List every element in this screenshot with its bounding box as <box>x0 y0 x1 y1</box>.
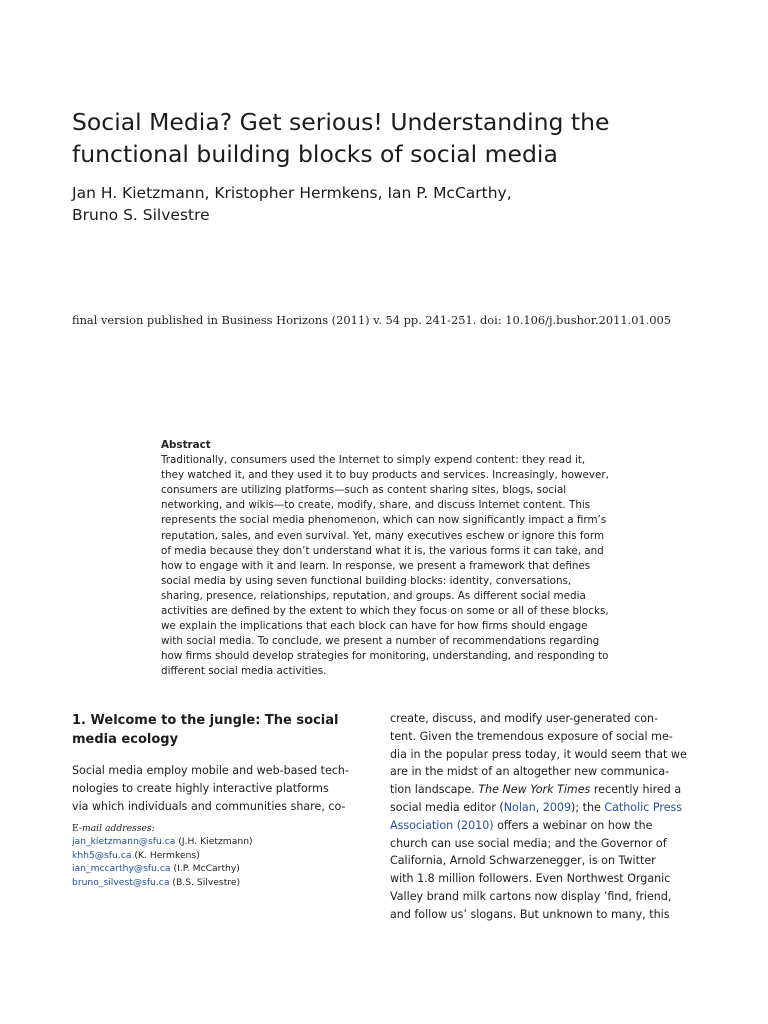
email-entry <box>72 835 372 848</box>
abstract-heading: Abstract <box>161 439 211 451</box>
body-line: Valley brand milk cartons now display ’find, friend, <box>390 889 672 903</box>
body-line: dia in the popular press today, it would seem that we <box>390 747 687 761</box>
abstract-line: they watched it, and they used it to buy products and services. Increasingly, however, <box>161 469 609 482</box>
section-heading <box>72 712 372 749</box>
abstract-line: reputation, sales, and even survival. Yet, many executives eschew or ignore this form <box>161 529 605 542</box>
citation-link-catholic-press[interactable]: Catholic Press <box>604 800 683 814</box>
citation-link-catholic-press-year[interactable]: Association (2010) <box>390 818 494 832</box>
email-owner: (J.H. Kietzmann) <box>175 836 253 848</box>
body-text: tion landscape. <box>390 783 479 797</box>
email-entry <box>72 876 372 889</box>
email-link[interactable]: ian_mccarthy@sfu.ca <box>72 863 171 875</box>
email-entry <box>72 849 372 862</box>
email-label-text: mail addresses: <box>81 823 155 834</box>
abstract-line: activities are defined by the extent to which they focus on some or all of these blocks, <box>161 605 609 618</box>
paper-title <box>72 106 712 170</box>
abstract-line: social media by using seven functional building blocks: identity, conversations, <box>161 574 572 587</box>
abstract-line: of media because they don’t understand what it is, the various forms it can take, and <box>161 544 604 557</box>
publication-citation: final version published in Business Horizons (2011) v. 54 pp. 241-251. doi: 10.106/j.bushor.2011.01.005 <box>72 313 672 327</box>
body-line: church can use social media; and the Governor of <box>390 836 667 850</box>
email-label <box>72 822 372 835</box>
abstract-line: sharing, presence, relationships, reputation, and groups. As different social media <box>161 589 586 602</box>
paper-title-line: Social Media? Get serious! Understanding the <box>72 108 610 136</box>
citation-link-nolan[interactable]: Nolan, 2009 <box>503 800 572 814</box>
body-line <box>390 817 686 835</box>
abstract-line: Traditionally, consumers used the Internet to simply expend content: they read it, <box>161 454 586 467</box>
abstract-line: represents the social media phenomenon, which can now significantly impact a firm’s <box>161 514 607 527</box>
body-text-right <box>390 710 686 924</box>
abstract-line: how to engage with it and learn. In response, we present a framework that defines <box>161 559 591 572</box>
author-line: Bruno S. Silvestre <box>72 206 210 224</box>
abstract-line: with social media. To conclude, we present a number of recommendations regarding <box>161 635 600 648</box>
body-line: create, discuss, and modify user-generated con- <box>390 712 659 725</box>
paper-title-line: functional building blocks of social media <box>72 140 558 168</box>
email-addresses-footnote <box>72 822 372 889</box>
body-line: California, Arnold Schwarzenegger, is on Twitter <box>390 854 656 868</box>
abstract-line: we explain the implications that each block can have for how firms should engage <box>161 620 588 633</box>
abstract-line: how firms should develop strategies for monitoring, understanding, and responding to <box>161 650 609 663</box>
email-label-prefix: E- <box>72 823 82 834</box>
body-line: nologies to create highly interactive platforms <box>72 781 329 795</box>
body-line: with 1.8 million followers. Even Northwest Organic <box>390 872 671 886</box>
body-line: tent. Given the tremendous exposure of social me- <box>390 729 673 743</box>
author-list <box>72 182 712 226</box>
body-text: ); the <box>571 800 605 814</box>
section-heading-line: 1. Welcome to the jungle: The social <box>72 713 339 728</box>
body-line: via which individuals and communities share, co- <box>72 799 346 813</box>
body-line <box>390 799 686 817</box>
email-entry <box>72 862 372 875</box>
body-line: and follow us’ slogans. But unknown to many, this <box>390 907 670 921</box>
section-heading-line: media ecology <box>72 731 179 747</box>
body-text: recently hired a <box>590 783 682 797</box>
abstract-block <box>161 438 611 680</box>
abstract-line: different social media activities. <box>161 665 327 678</box>
abstract-line: networking, and wikis—to create, modify, share, and discuss Internet content. This <box>161 499 591 512</box>
body-line: Social media employ mobile and web-based tech- <box>72 764 349 777</box>
email-owner: (K. Hermkens) <box>131 849 200 861</box>
body-line <box>390 781 686 799</box>
email-link[interactable]: khh5@sfu.ca <box>72 849 132 861</box>
email-owner: (I.P. McCarthy) <box>170 863 240 875</box>
body-text: offers a webinar on how the <box>493 818 653 832</box>
email-link[interactable]: jan_kietzmann@sfu.ca <box>72 836 176 848</box>
abstract-line: consumers are utilizing platforms—such as content sharing sites, blogs, social <box>161 484 567 497</box>
email-owner: (B.S. Silvestre) <box>169 876 241 888</box>
body-line: are in the midst of an altogether new communica- <box>390 765 670 779</box>
body-text-left <box>72 762 367 815</box>
email-link[interactable]: bruno_silvest@sfu.ca <box>72 876 170 888</box>
author-line: Jan H. Kietzmann, Kristopher Hermkens, Ian P. McCarthy, <box>72 184 512 202</box>
newspaper-name: The New York Times <box>478 783 591 797</box>
body-text: social media editor ( <box>390 800 504 814</box>
